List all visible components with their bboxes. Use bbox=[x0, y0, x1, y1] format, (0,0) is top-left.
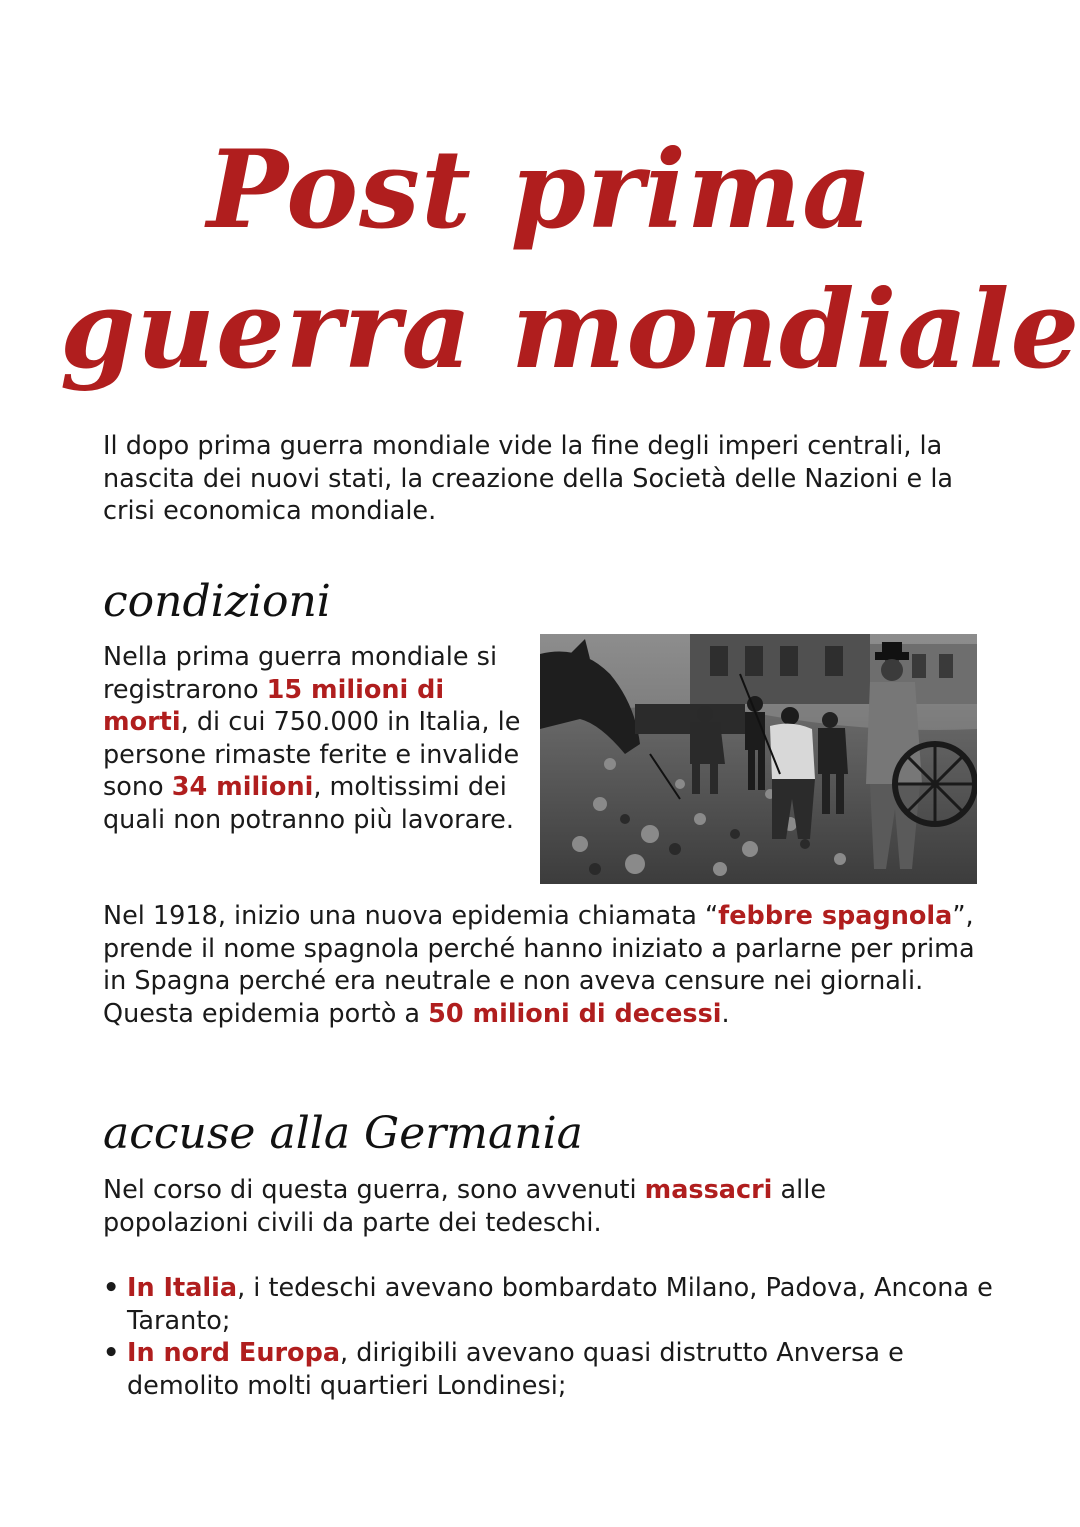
text-run: alle popolazioni civili da parte dei tedeschi. bbox=[103, 1175, 827, 1238]
section-heading-condizioni: condizioni bbox=[103, 576, 331, 627]
condizioni-paragraph-2 bbox=[103, 900, 983, 1030]
list-item bbox=[103, 1272, 1003, 1337]
intro-paragraph: Il dopo prima guerra mondiale vide la fine degli imperi centrali, la nascita dei nuovi stati, la creazione della Società delle Nazioni e la crisi economica mondiale. bbox=[103, 431, 954, 526]
bullet-marker: • bbox=[103, 1338, 120, 1368]
condizioni-paragraph-1 bbox=[103, 641, 523, 836]
page-title bbox=[60, 120, 1080, 400]
accuse-bullet-list bbox=[103, 1272, 1003, 1402]
text-run: . bbox=[721, 998, 730, 1029]
text-run: Nel corso di questa guerra, sono avvenuti bbox=[103, 1175, 645, 1205]
text-run: Nel 1918, inizio una nuova epidemia chiamata “ bbox=[103, 901, 719, 931]
text-run: ”, prende il nome spagnola perché hanno iniziato a parlarne per prima in Spagna perché era neutrale e non aveva censure nei giornali. Questa epidemia portò a bbox=[103, 901, 975, 1029]
highlight-spanish-flu: febbre spagnola bbox=[718, 901, 953, 931]
section-heading-accuse: accuse alla Germania bbox=[103, 1108, 583, 1159]
bullet-marker: • bbox=[103, 1273, 120, 1303]
accuse-paragraph bbox=[103, 1174, 923, 1239]
page-title-line-1: Post prima bbox=[206, 127, 874, 253]
bullet-highlight: In nord Europa bbox=[127, 1338, 341, 1368]
text-run: Nella prima guerra mondiale si registrarono bbox=[103, 642, 498, 705]
highlight-massacres: massacri bbox=[644, 1175, 773, 1205]
rubble-workers-photo bbox=[540, 634, 977, 884]
highlight-flu-deaths: 50 milioni di decessi bbox=[428, 998, 722, 1029]
text-run: , moltissimi dei quali non potranno più lavorare. bbox=[103, 772, 514, 835]
bullet-text: , dirigibili avevano quasi distrutto Anversa e demolito molti quartieri Londinesi; bbox=[127, 1338, 904, 1401]
highlight-deaths: 15 milioni di morti bbox=[103, 674, 445, 737]
page-title-line-2: guerra mondiale bbox=[60, 267, 1080, 393]
bullet-highlight: In Italia bbox=[127, 1273, 238, 1303]
text-run: , di cui 750.000 in Italia, le persone rimaste ferite e invalide sono bbox=[103, 707, 521, 802]
bullet-text: , i tedeschi avevano bombardato Milano, Padova, Ancona e Taranto; bbox=[127, 1273, 993, 1336]
list-item bbox=[103, 1337, 1003, 1402]
highlight-injured: 34 milioni bbox=[171, 772, 314, 802]
